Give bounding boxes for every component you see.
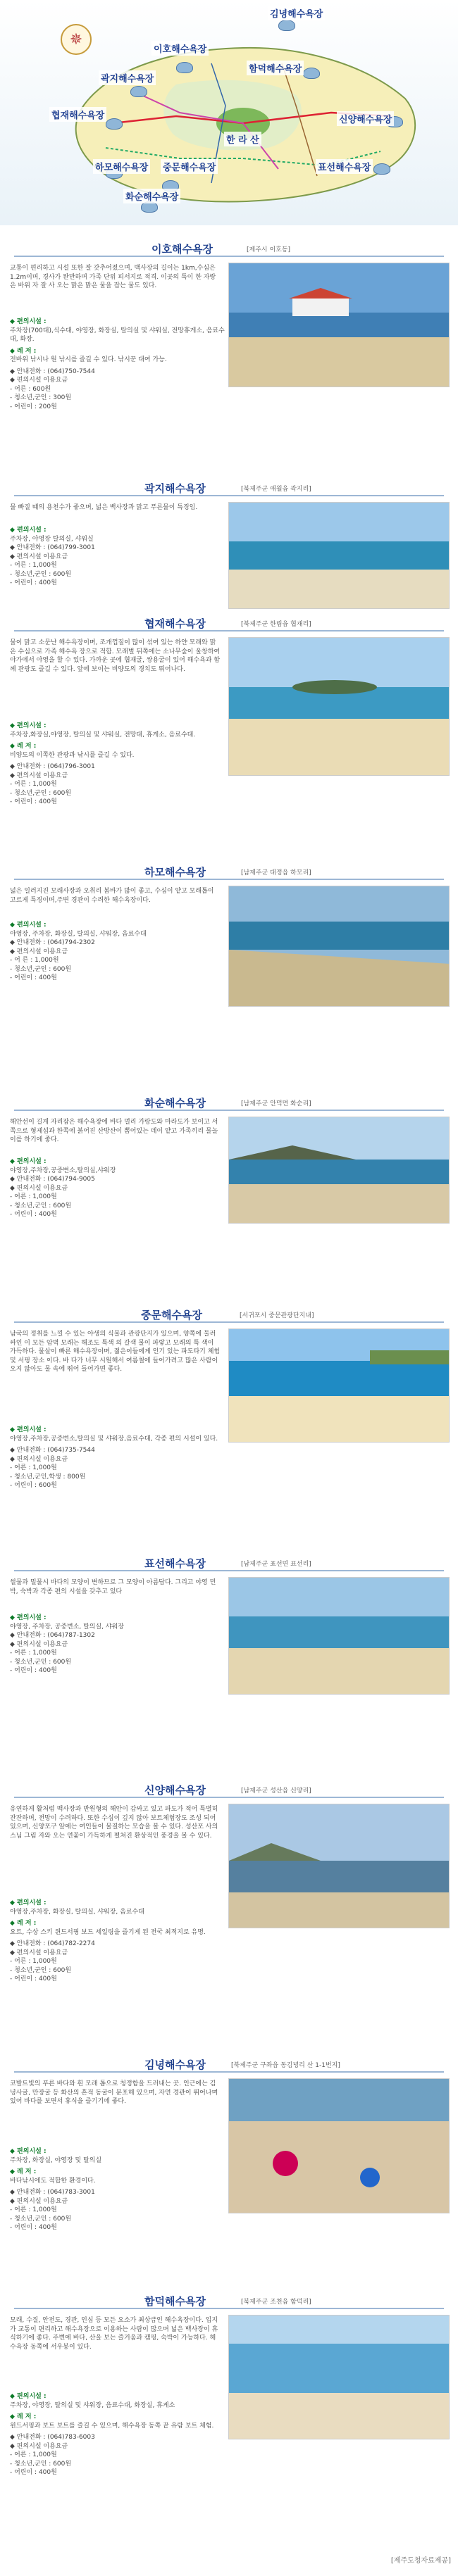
section-title-bar (0, 481, 458, 496)
beach-name: 중문해수욕장 (141, 1309, 202, 1321)
beach-location: [서귀포시 중문관광단지내] (240, 1312, 314, 1319)
phone-line: ◆ 안내전화 : (064)750-7544 (10, 367, 95, 375)
beach-description: 남국의 정취를 느낄 수 있는 야생의 식물과 관광단지가 있으며, 양쪽에 둘러싸인 이 모든 암벽 모래는 해조도 특색 의 갈색 물이 파랗고 모래의 특 색이 가득하다. 물살이 빠른 해수욕장이며, 젊은이들에게 인기 있는 파도타기 체험 및 서핑 장소 이다. 바 다가 너무 시원해서 여름철에 들어가려고 많은 사람이 오지 않아도 물 속에 뛰어 들어가면 좋다. (10, 1331, 221, 1373)
beach-description: 교통이 편리하고 시설 또한 잘 갖추어졌으며, 백사장의 길이는 1km,수심은 1.2m이며, 경사가 완만하며 가족 단위 피서지로 적격. 이곳의 특이 한 자랑은 바위 자 잘 사 오는 맑은 맑은 물을 잡는 물도 있다. (10, 265, 216, 289)
fee-child: - 어린이 : 400원 (10, 1211, 57, 1218)
beach-photo (228, 886, 450, 1007)
beach-photo (228, 1328, 450, 1443)
beach-marker-icon (106, 118, 123, 130)
divider (14, 1110, 444, 1111)
beach-name: 신양해수욕장 (144, 1784, 206, 1797)
phone-line: ◆ 안내전화 : (064)799-3001 (10, 544, 95, 551)
fee-header: ◆ 편의시설 이용요금 (10, 377, 68, 384)
facilities-text: 야영장, 주차장, 공중변소, 탈의실, 샤워장 (10, 1623, 124, 1631)
fee-adult: - 어른 : 1,000원 (10, 2206, 57, 2213)
beach-marker-icon (373, 163, 390, 175)
facilities-text: 주차장,화장실,야영장, 탈의실 및 샤워실, 전망대, 휴게소, 음료수대. (10, 731, 196, 739)
section-title-bar (0, 241, 458, 257)
fee-child: - 어린이 : 400원 (10, 1667, 57, 1674)
fee-header: ◆ 편의시설 이용요금 (10, 2197, 68, 2205)
section-title-bar (0, 1307, 458, 1323)
beach-map (0, 0, 458, 225)
section-title-bar (0, 2294, 458, 2309)
beach-photo (228, 1804, 450, 1928)
fee-youth: - 청소년,군인 : 600원 (10, 965, 72, 973)
facilities-header: ◆ 편의시설 : (10, 318, 47, 325)
facilities-header: ◆ 편의시설 : (10, 1899, 47, 1906)
fee-child: - 어린이 : 400원 (10, 798, 57, 805)
section-title-bar (0, 865, 458, 880)
map-label-hwasun[interactable]: 화순해수욕장 (123, 189, 180, 203)
section-title-bar (0, 1095, 458, 1111)
facilities-text: 야영장,주차장,공중변소,탈의실 및 샤워장,음료수대, 각종 편의 시설이 있다. (10, 1435, 218, 1443)
beach-description: 물 빠질 때의 용천수가 좋으며, 넓은 백사장과 맑고 푸른물이 특징임. (10, 504, 198, 511)
beach-photo (228, 637, 450, 776)
source-credit: [제주도청자료제공] (390, 2557, 451, 2565)
facilities-text: 야영장,주차장, 화장실, 탈의실, 샤워장, 음료수대 (10, 1908, 144, 1916)
leisure-text: 윈드서핑과 보트 보트를 즐길 수 있으며, 해수욕장 동쪽 끝 유람 보트 체험. (10, 2422, 214, 2430)
fee-header: ◆ 편의시설 이용요금 (10, 1640, 68, 1648)
fee-adult: - 어른 : 1,000원 (10, 1464, 57, 1471)
facilities-header: ◆ 편의시설 : (10, 527, 47, 534)
leisure-header: ◆ 레 저 : (10, 2413, 37, 2420)
divider (14, 879, 444, 880)
section-title-bar (0, 616, 458, 632)
section-title-bar (0, 1556, 458, 1571)
leisure-text: 전바위 낚시나 원 낚시를 즐길 수 있다. 낚시꾼 대여 가능. (10, 356, 167, 363)
facilities-header: ◆ 편의시설 : (10, 922, 47, 929)
phone-line: ◆ 안내전화 : (064)794-9005 (10, 1176, 95, 1183)
fee-adult: - 어른 : 1,000원 (10, 1650, 57, 1657)
compass-icon: ✵ (61, 24, 92, 55)
fee-header: ◆ 편의시설 이용요금 (10, 1949, 68, 1956)
map-label-hallasan: 한 라 산 (224, 132, 261, 146)
map-label-hamo[interactable]: 하모해수욕장 (93, 159, 150, 174)
beach-name: 표선해수욕장 (144, 1557, 206, 1570)
fee-youth: - 청소년,군인 : 600원 (10, 1658, 72, 1666)
map-label-pyoseon[interactable]: 표선해수욕장 (316, 159, 373, 174)
facilities-text: 야영장,주차장,공중변소,탈의실,샤워장 (10, 1167, 116, 1174)
fee-header: ◆ 편의시설 이용요금 (10, 948, 68, 955)
beach-marker-icon (303, 68, 320, 79)
beach-marker-icon (176, 62, 193, 73)
fee-youth: - 청소년,군인 : 600원 (10, 789, 72, 797)
fee-adult: - 어른 : 1,000원 (10, 562, 57, 569)
leisure-header: ◆ 레 저 : (10, 1920, 37, 1927)
beach-location: [남제주군 표선면 표선리] (241, 1561, 311, 1568)
beach-photo (228, 263, 450, 387)
fee-adult: - 어른 : 1,000원 (10, 2451, 57, 2458)
beach-photo (228, 1117, 450, 1224)
beach-name: 함덕해수욕장 (144, 2295, 206, 2308)
facilities-text: 주차장(700대),식수대, 야영장, 화장실, 탈의실 및 샤워실, 전망휴게소, 음료수대, 화장. (10, 327, 225, 343)
map-label-gimnyeong[interactable]: 김녕해수욕장 (268, 6, 325, 20)
map-label-jungmun[interactable]: 중문해수욕장 (161, 159, 218, 174)
beach-location: [남제주군 성산읍 신양리] (241, 1788, 311, 1795)
facilities-text: 야영장, 주차장, 화장실, 탈의실, 샤워장, 음료수대 (10, 930, 147, 938)
fee-header: ◆ 편의시설 이용요금 (10, 1455, 68, 1463)
beach-name: 협재해수욕장 (144, 617, 206, 630)
facilities-text: 주차장, 화장실, 야영장 및 탈의실 (10, 2156, 102, 2164)
phone-line: ◆ 안내전화 : (064)796-3001 (10, 763, 95, 770)
leisure-header: ◆ 레 저 : (10, 743, 37, 750)
section-title-bar (0, 1783, 458, 1798)
fee-adult: - 어른 : 1,000원 (10, 1958, 57, 1965)
beach-description: 코발트빛의 푸른 바다와 흰 모래 톱으로 청정함을 드러내는 곳. 인근에는 김녕사굴, 만장굴 등 화산의 흔적 동굴이 분포해 있으며, 자연 경관이 뛰어나며 있어 바다를 보면서 휴식을 즐기기에 좋다. (10, 2080, 218, 2105)
fee-header: ◆ 편의시설 이용요금 (10, 772, 68, 779)
fee-child: - 어린이 : 400원 (10, 579, 57, 586)
beach-name: 하모해수욕장 (144, 866, 206, 879)
fee-adult: - 어른 : 1,000원 (10, 1193, 57, 1200)
beach-photo (228, 1577, 450, 1695)
beach-description: 넓은 일러지진 모래사장과 오취리 봄바가 많이 좋고, 수심이 얕고 모래톱이 고르게 특징이며,주변 경관이 수려한 해수욕장이다. (10, 888, 214, 904)
fee-youth: - 청소년,군인 : 600원 (10, 2215, 72, 2223)
phone-line: ◆ 안내전화 : (064)782-2274 (10, 1940, 95, 1947)
divider (14, 495, 444, 496)
beach-location: [북제주군 조천읍 함덕리] (241, 2299, 311, 2306)
fee-youth: - 청소년,군인 : 600원 (10, 570, 72, 578)
beach-description: 썰물과 밀물시 바다의 모양이 변하므로 그 모양이 아름답다. 그리고 야영 민박, 숙박과 각종 편의 시설을 갖추고 있다 (10, 1579, 216, 1595)
fee-youth: - 청소년,군인,학생 : 800원 (10, 1473, 86, 1481)
fee-youth: - 청소년,군인 : 600원 (10, 1966, 72, 1974)
divider (14, 630, 444, 632)
phone-line: ◆ 안내전화 : (064)783-3001 (10, 2189, 95, 2196)
map-label-hamdeok[interactable]: 함덕해수욕장 (247, 61, 304, 75)
leisure-text: 요트, 수상 스키 윈드서핑 보드 세일링을 즐기게 된 전국 최적지로 유명. (10, 1928, 206, 1936)
facilities-header: ◆ 편의시설 : (10, 1614, 47, 1621)
fee-child: - 어린이 : 400원 (10, 2224, 57, 2231)
divider (14, 1570, 444, 1571)
fee-child: - 어린이 : 600원 (10, 1482, 57, 1489)
beach-description: 물이 맑고 소문난 해수욕장이며, 조개껍질이 많이 섞여 있는 하얀 모래와 맑은 수심으로 가족 해수욕 장으로 적합. 모래벌 뒤쪽에는 소나무숲이 울창하여 야가에서 야영을 할 수 있다. 가까운 곳에 협재굴, 쌍용굴이 있어 해수욕과 함께 관광도 즐길 수 있다. 앞에 보이는 비양도의 경치도 뛰어나다. (10, 639, 221, 673)
beach-description: 해안선이 길게 자리잡은 해수욕장에 바다 멀리 가랑도와 마라도가 보이고 서쪽으로 형제섬과 한쪽에 붉어진 산방산이 뽐어있는 데이 얕고 가족끼리 물놀이를 하기에 좋다. (10, 1119, 218, 1143)
beach-location: [북제주군 애월읍 곽지리] (241, 486, 311, 493)
beach-location: [제주시 이호동] (247, 246, 291, 253)
facilities-text: 주차장, 야영장, 탈의실 및 샤워장, 음료수대, 화장실, 휴게소 (10, 2401, 175, 2409)
map-label-hyeopjae[interactable]: 협재해수욕장 (49, 107, 106, 122)
divider (14, 1321, 444, 1323)
fee-child: - 어린이 : 200원 (10, 403, 57, 410)
leisure-header: ◆ 레 저 : (10, 347, 37, 355)
phone-line: ◆ 안내전화 : (064)735-7544 (10, 1447, 95, 1454)
beach-location: [북제주군 한림읍 협재리] (241, 621, 311, 628)
fee-youth: - 청소년,군인 : 300원 (10, 394, 72, 401)
beach-photo (228, 2078, 450, 2213)
fee-child: - 어린이 : 400원 (10, 1975, 57, 1983)
beach-description: 모래, 수질, 안전도, 경관, 인심 등 모든 요소가 최상급인 해수욕장이다. 입지가 교통이 편리하고 해수욕장으로 이용하는 사람이 많으며 넓은 백사장이 휴식하기에 좋다. 주변에 바다, 산을 보는 즐거움과 캠핑, 숙박이 가능하다. 해수욕장 동쪽에 서우봉이 있다. (10, 2317, 218, 2351)
fee-youth: - 청소년,군인 : 600원 (10, 2460, 72, 2468)
phone-line: ◆ 안내전화 : (064)787-1302 (10, 1632, 95, 1639)
beach-name: 화순해수욕장 (144, 1097, 206, 1110)
leisure-text: 바다낚시에도 적합한 환경이다. (10, 2177, 96, 2185)
facilities-header: ◆ 편의시설 : (10, 1426, 47, 1433)
divider (14, 2071, 444, 2073)
fee-header: ◆ 편의시설 이용요금 (10, 2442, 68, 2450)
facilities-header: ◆ 편의시설 : (10, 2148, 47, 2155)
beach-photo (228, 2315, 450, 2439)
map-label-gwakji[interactable]: 곽지해수욕장 (99, 70, 156, 85)
phone-line: ◆ 안내전화 : (064)783-6003 (10, 2434, 95, 2441)
fee-youth: - 청소년,군인 : 600원 (10, 1202, 72, 1210)
facilities-header: ◆ 편의시설 : (10, 722, 47, 729)
section-title-bar (0, 2057, 458, 2073)
facilities-header: ◆ 편의시설 : (10, 2393, 47, 2400)
fee-adult: - 어른 : 600원 (10, 385, 51, 393)
fee-child: - 어린이 : 400원 (10, 2469, 57, 2476)
beach-location: [남제주군 안덕면 화순리] (241, 1100, 311, 1107)
map-label-iho[interactable]: 이호해수욕장 (151, 41, 209, 56)
beach-location: [남제주군 대정읍 하모리] (241, 869, 311, 877)
beach-name: 김녕해수욕장 (144, 2059, 206, 2071)
map-label-sinyang[interactable]: 신양해수욕장 (337, 111, 394, 126)
beach-name: 이호해수욕장 (151, 243, 213, 256)
phone-line: ◆ 안내전화 : (064)794-2302 (10, 939, 95, 946)
fee-child: - 어린이 : 400원 (10, 974, 57, 981)
beach-marker-icon (130, 86, 147, 97)
beach-photo (228, 502, 450, 609)
beach-location: [북제주군 구좌읍 동김녕리 산 1-1번지] (231, 2062, 340, 2069)
fee-header: ◆ 편의시설 이용요금 (10, 1184, 68, 1192)
divider (14, 1797, 444, 1798)
divider (14, 2308, 444, 2309)
leisure-header: ◆ 레 저 : (10, 2168, 37, 2175)
fee-adult: - 어른 : 1,000원 (10, 781, 57, 788)
divider (14, 256, 444, 257)
leisure-text: 비양도의 이쪽한 관광과 낚시를 즐길 수 있다. (10, 751, 135, 759)
beach-description: 유연하게 활처럼 백사장과 반원형의 해안이 감싸고 있고 파도가 적어 특별히 잔잔하며, 전망이 수려하다. 또한 수심이 깊지 않아 보트체험장도 조성 되어 있으며, 신양포구 앞에는 여인들이 물질하는 모습을 볼 수 있다. 성산포 사의 스님 그림 자와 오는 연꽃이 가득하게 펼쳐진 환상적인 풍경을 볼 수 있다. (10, 1806, 218, 1840)
fee-adult: - 어 른 : 1,000원 (10, 957, 59, 964)
beach-marker-icon (278, 20, 295, 31)
facilities-text: 주차장, 야영장 탈의실, 샤워실 (10, 535, 94, 543)
beach-name: 곽지해수욕장 (144, 482, 206, 495)
facilities-header: ◆ 편의시설 : (10, 1158, 47, 1165)
fee-header: ◆ 편의시설 이용요금 (10, 553, 68, 560)
